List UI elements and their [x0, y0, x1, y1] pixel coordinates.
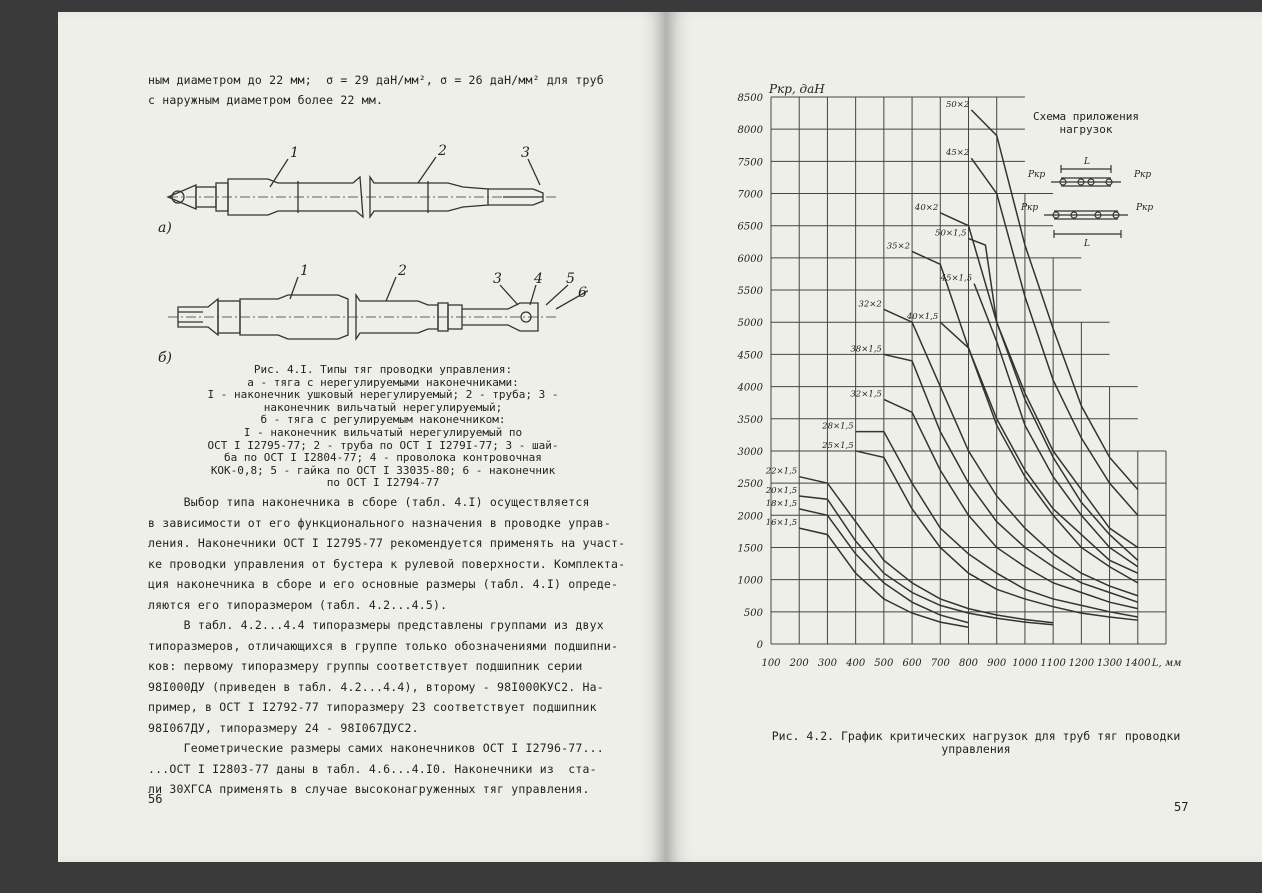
series-label: 32×1,5: [850, 389, 882, 400]
callout-b-2: 2: [398, 263, 407, 279]
figure-4-1-caption: Рис. 4.I. Типы тяг проводки управления: а - тяга с нерегулируемыми наконечниками: I - наконечник ушковый нерегулируемый; 2 - труба; 3 - наконечник вильчатый нерегулируемый; б - тяга с регулируемым наконечником: I - наконечник вильчатый нерегулируемый по ОСТ I I2795-77; 2 - труба по ОСТ I I279I-77; 3 - шай- ба по ОСТ I I2804-77; 4 - проволока контровочная КОК-0,8; 5 - гайка по ОСТ I 33035-80; 6 - наконечник по ОСТ I I2794-77: [207, 363, 559, 490]
series-label: 38×1,5: [850, 344, 882, 355]
schema-label: Pкр: [1021, 203, 1039, 213]
y-tick-label: 2500: [737, 479, 763, 491]
y-tick-label: 8500: [737, 93, 763, 104]
series-line: [940, 213, 1137, 548]
series-label: 40×1,5: [906, 312, 939, 323]
series-label: 40×2: [914, 202, 939, 213]
page-number-left: 56: [148, 792, 163, 806]
series-line: [799, 477, 1053, 623]
series-label: 32×2: [858, 299, 882, 310]
series-line: [884, 399, 1138, 608]
x-tick-label: 100: [761, 658, 781, 669]
y-tick-label: 6500: [737, 221, 763, 233]
schema-title-line: нагрузок: [1059, 123, 1113, 136]
y-tick-label: 7500: [737, 157, 763, 169]
body-line: пример, в ОСТ I I2792-77 типоразмеру 23 соответствует подшипник: [148, 700, 597, 714]
series-label: 22×1,5: [765, 466, 798, 477]
figure-label-a: а): [158, 220, 172, 236]
body-line: ления. Наконечники ОСТ I I2795-77 рекомендуется применять на участ-: [148, 536, 626, 550]
body-line: ция наконечника в сборе и его основные размеры (табл. 4.I) опреде-: [148, 577, 619, 591]
series-label: 25×1,5: [822, 440, 854, 451]
body-line: ...ОСТ I I2803-77 даны в табл. 4.6...4.I0. Наконечники из ста-: [148, 761, 597, 776]
series-label: 50×2: [945, 99, 970, 110]
x-tick-label: 800: [958, 658, 979, 669]
body-line: Геометрические размеры самих наконечников ОСТ I I2796-77...: [148, 741, 604, 755]
x-tick-label: 300: [817, 658, 837, 669]
series-label: 16×1,5: [765, 518, 798, 529]
chart-grid: [771, 97, 1166, 644]
body-line: Выбор типа наконечника в сборе (табл. 4.I) осуществляется: [148, 495, 590, 509]
x-tick-label: 700: [930, 658, 950, 669]
figure-4-2-caption: Рис. 4.2. График критических нагрузок для труб тяг проводки управления: [771, 729, 1181, 756]
intro-line: с наружным диаметром более 22 мм.: [148, 93, 384, 107]
y-tick-label: 3000: [737, 446, 763, 458]
schema-label: L: [1084, 239, 1090, 249]
x-tick-label: 500: [874, 658, 894, 669]
figure-label-b: б): [158, 350, 173, 366]
figure-4-1: [148, 137, 588, 367]
x-tick-label: 400: [846, 658, 866, 669]
y-tick-label: 500: [743, 607, 763, 619]
y-tick-label: 6000: [737, 253, 763, 265]
body-line: ли 30ХГСА применять в случае высоконагруженных тяг управления.: [148, 782, 590, 796]
callout-b-5: 5: [566, 271, 575, 287]
callout-b-1: 1: [300, 263, 309, 279]
y-tick-label: 4500: [737, 350, 763, 362]
x-tick-label: 200: [789, 658, 809, 669]
page-number-right: 57: [1174, 800, 1189, 814]
x-tick-label: 1000: [1012, 658, 1038, 669]
body-line: 98I000ДУ (приведен в табл. 4.2...4.4), второму - 98I000КУС2. На-: [148, 679, 604, 694]
x-tick-label: 900: [987, 658, 1007, 669]
series-line: [884, 309, 1138, 595]
series-label: 18×1,5: [765, 498, 798, 509]
x-tick-label: 1400: [1125, 658, 1151, 669]
schema-label: Pкр: [1136, 203, 1154, 213]
right-page: [666, 12, 1262, 862]
series-label: 35×2: [886, 241, 911, 252]
schema-title-line: Схема приложения: [1033, 110, 1139, 123]
callout-a-3: 3: [521, 145, 530, 161]
left-page: [58, 12, 666, 862]
x-tick-label: 1300: [1096, 658, 1123, 669]
series-label: 45×2: [945, 148, 970, 159]
body-line: В табл. 4.2...4.4 типоразмеры представлены группами из двух: [148, 618, 604, 632]
body-line: ке проводки управления от бустера к рулевой поверхности. Комплекта-: [148, 556, 626, 571]
callout-a-1: 1: [290, 145, 299, 161]
y-tick-label: 0: [756, 640, 763, 651]
y-tick-label: 4000: [737, 382, 763, 394]
callout-a-2: 2: [438, 143, 447, 159]
callout-b-6: 6: [578, 285, 587, 301]
x-tick-label: 1200: [1068, 658, 1095, 669]
x-tick-label: 600: [902, 658, 922, 669]
body-line: типоразмеров, отличающихся в группе только обозначениями подшипни-: [148, 638, 619, 653]
y-tick-label: 5000: [737, 318, 763, 330]
series-line: [884, 354, 1138, 602]
y-tick-label: 1500: [737, 543, 763, 555]
y-tick-label: 2000: [737, 511, 763, 523]
y-tick-label: 7000: [737, 189, 763, 201]
y-tick-label: 8000: [737, 125, 763, 137]
body-line: в зависимости от его функционального назначения в проводке управ-: [148, 515, 612, 530]
series-label: 45×1,5: [940, 273, 973, 284]
body-line: ляются его типоразмером (табл. 4.2...4.5).: [148, 597, 448, 612]
critical-load-chart: [666, 12, 1262, 732]
schema-label: Pкр: [1028, 170, 1046, 180]
y-axis-label: Pкр, даН: [769, 82, 825, 96]
y-tick-label: 5500: [737, 286, 763, 298]
body-line: 98I067ДУ, типоразмеру 24 - 98I067ДУС2.: [148, 720, 419, 735]
x-tick-label: 1100: [1040, 658, 1066, 669]
series-label: 20×1,5: [765, 485, 798, 496]
schema-label: Pкр: [1134, 170, 1152, 180]
series-label: 28×1,5: [822, 421, 854, 432]
series-label: 50×1,5: [935, 228, 967, 239]
y-tick-label: 3500: [737, 414, 763, 426]
callout-b-3: 3: [493, 271, 502, 287]
y-tick-label: 1000: [737, 575, 763, 587]
load-schema-sketch: [1044, 165, 1128, 238]
schema-label: L: [1084, 157, 1090, 167]
body-line: ков: первому типоразмеру группы соответствует подшипник серии: [148, 659, 583, 673]
intro-line: ным диаметром до 22 мм; σ = 29 даН/мм², σ = 26 даН/мм² для труб: [148, 73, 604, 87]
callout-b-4: 4: [534, 271, 543, 287]
x-axis-label: L, мм: [1151, 658, 1182, 669]
